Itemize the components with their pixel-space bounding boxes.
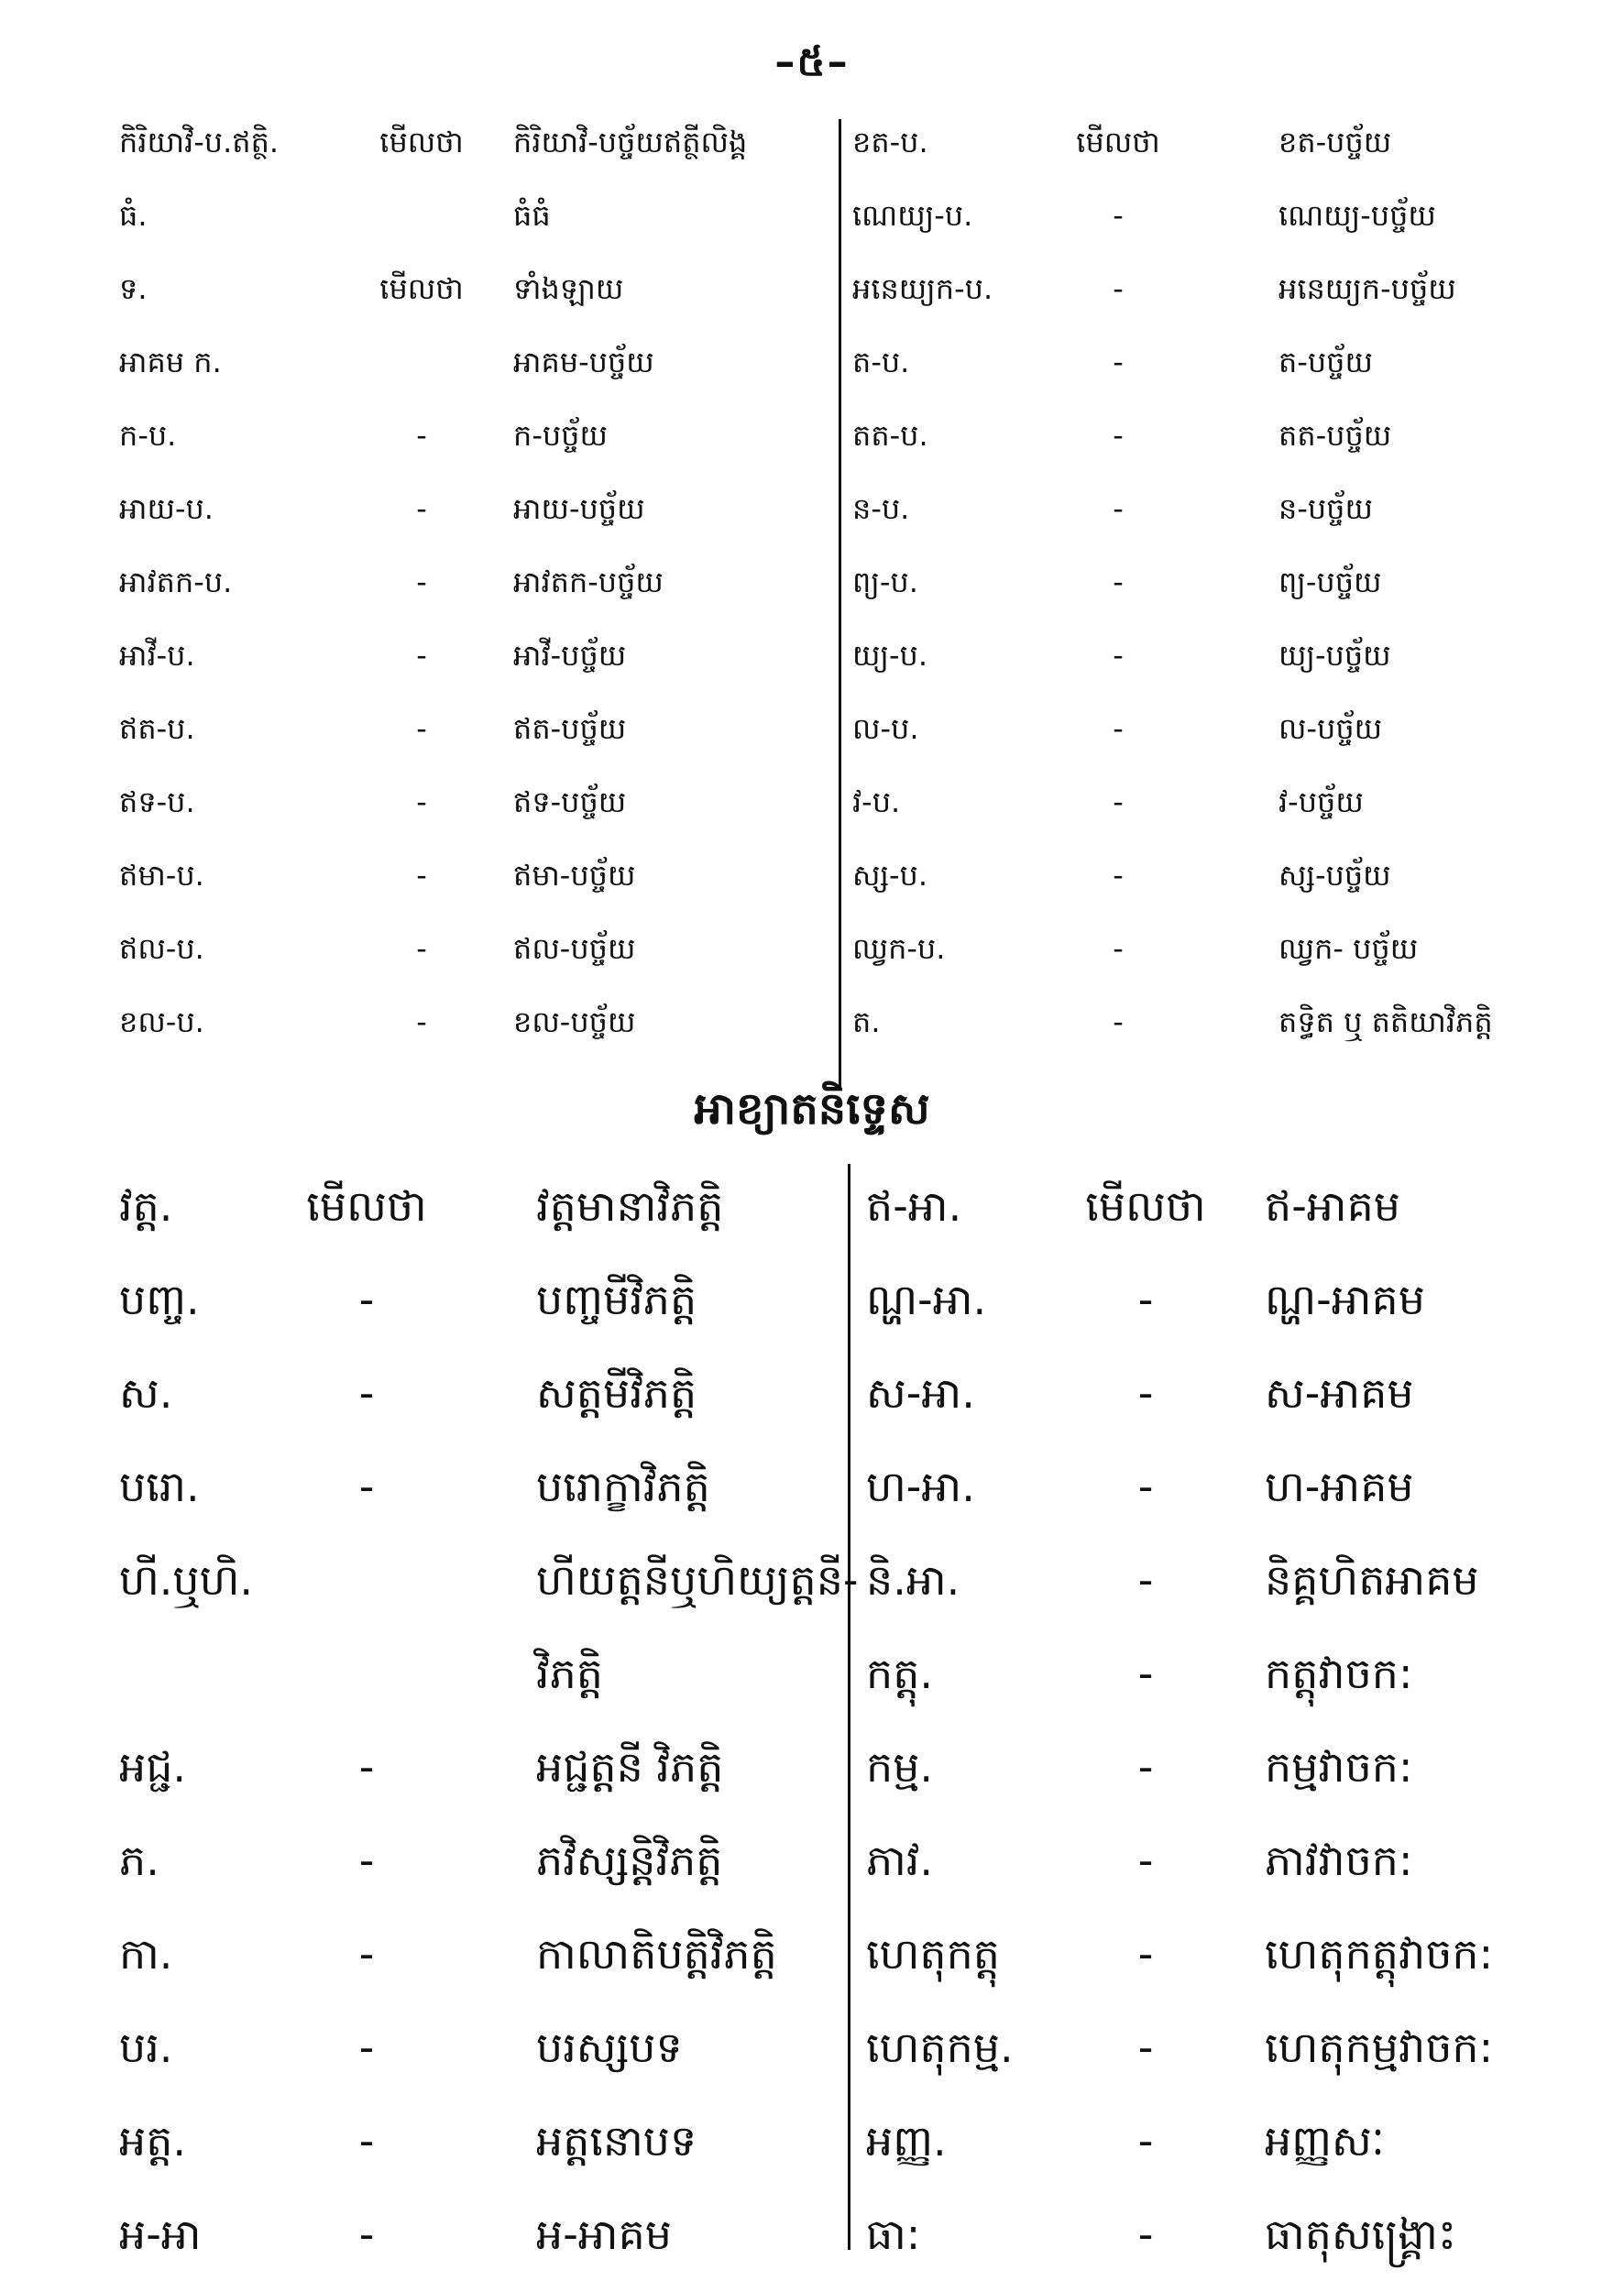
- left-full-term: អាវតក-បច្ច័យ: [513, 565, 664, 599]
- table-row: [0, 2001, 1624, 2094]
- right-see-marker: -: [1137, 1742, 1154, 1792]
- right-abbreviation: និ.អា.: [866, 1555, 960, 1605]
- right-see-marker: -: [1113, 271, 1124, 306]
- right-abbreviation: យ្យ-ប.: [852, 638, 928, 673]
- right-see-marker: មើលថា: [1076, 125, 1160, 159]
- left-abbreviation: បញ្ច.: [119, 1275, 200, 1324]
- right-full-term: កត្តុវាចក:: [1265, 1649, 1413, 1698]
- left-see-marker: -: [358, 2023, 375, 2072]
- right-abbreviation: ត.: [852, 1004, 881, 1039]
- table-row: [0, 399, 1624, 472]
- left-see-marker: -: [416, 858, 427, 893]
- left-abbreviation: អជ្ជ.: [119, 1742, 187, 1792]
- left-full-term: បរស្សបទ: [536, 2023, 683, 2072]
- table-row: [0, 105, 1624, 179]
- right-see-marker: -: [1137, 2116, 1154, 2166]
- right-full-term: វ-បច្ច័យ: [1278, 784, 1364, 819]
- table-row: [0, 912, 1624, 985]
- page-number: –៥–: [774, 38, 850, 85]
- left-abbreviation: អាយ-ប.: [119, 491, 214, 526]
- right-full-term: តទ្ធិត ឬ តតិយាវិភត្តិ: [1278, 1004, 1493, 1039]
- left-see-marker: -: [358, 1929, 375, 1979]
- table-row: [0, 179, 1624, 252]
- left-abbreviation: ខល-ប.: [119, 1004, 204, 1039]
- right-full-term: ខត-បច្ច័យ: [1278, 125, 1392, 159]
- right-full-term: កម្មវាចក:: [1265, 1742, 1413, 1792]
- left-abbreviation: បរោ.: [119, 1462, 200, 1511]
- left-full-term: អាវី-បច្ច័យ: [513, 638, 627, 673]
- right-abbreviation: ហេតុកត្តុ: [866, 1929, 1000, 1979]
- left-abbreviation: ធំ.: [119, 198, 148, 233]
- left-see-marker: -: [358, 1836, 375, 1885]
- table-row: [0, 1814, 1624, 1907]
- right-see-marker: -: [1137, 1929, 1154, 1979]
- right-abbreviation: ហេតុកម្ម.: [866, 2023, 1014, 2072]
- right-abbreviation: ន-ប.: [852, 491, 910, 526]
- right-full-term: ធាតុសង្គ្រោះ: [1265, 2210, 1457, 2259]
- left-full-term: ឥមា-បច្ច័យ: [513, 858, 636, 893]
- left-full-term: វិភត្តិ: [536, 1649, 603, 1698]
- right-see-marker: -: [1113, 1004, 1124, 1039]
- left-abbreviation: ឥមា-ប.: [119, 858, 204, 893]
- left-full-term: កាលាតិបត្តិវិភត្តិ: [536, 1929, 777, 1979]
- left-full-term: អាយ-បច្ច័យ: [513, 491, 645, 526]
- right-abbreviation: ស្ស-ប.: [852, 858, 928, 893]
- left-see-marker: -: [358, 2210, 375, 2259]
- left-full-term: អ-អាគម: [536, 2210, 672, 2259]
- left-see-marker: -: [358, 1368, 375, 1418]
- right-full-term: យ្យ-បច្ច័យ: [1278, 638, 1391, 673]
- table-row: [0, 472, 1624, 545]
- right-full-term: ហេតុកត្តុវាចក:: [1265, 1929, 1494, 1979]
- right-abbreviation: ស-អា.: [866, 1368, 975, 1418]
- right-see-marker: -: [1137, 1368, 1154, 1418]
- right-full-term: ល-បច្ច័យ: [1278, 711, 1383, 746]
- right-see-marker: -: [1113, 418, 1124, 453]
- right-see-marker: -: [1113, 638, 1124, 673]
- right-abbreviation: តត-ប.: [852, 418, 928, 453]
- right-see-marker: មើលថា: [1085, 1181, 1206, 1231]
- left-abbreviation: ហី.ឬហិ.: [119, 1555, 254, 1605]
- table-row: [0, 1907, 1624, 2001]
- right-full-term: ឥ-អាគម: [1265, 1181, 1400, 1231]
- left-see-marker: -: [416, 931, 427, 966]
- left-see-marker: មើលថា: [379, 125, 464, 159]
- right-abbreviation: ល-ប.: [852, 711, 919, 746]
- table-row: [0, 985, 1624, 1058]
- right-full-term: ត-បច្ច័យ: [1278, 345, 1373, 379]
- left-full-term: ភវិស្សន្តិវិភត្តិ: [536, 1836, 723, 1885]
- left-full-term: បរោក្ខាវិភត្តិ: [536, 1462, 710, 1511]
- right-see-marker: -: [1113, 858, 1124, 893]
- right-see-marker: -: [1137, 2023, 1154, 2072]
- right-abbreviation: ធា:: [866, 2210, 921, 2259]
- left-see-marker: -: [416, 711, 427, 746]
- table-row: [0, 325, 1624, 399]
- right-abbreviation: ណេយ្យ-ប.: [852, 198, 973, 233]
- right-full-term: ន-បច្ច័យ: [1278, 491, 1373, 526]
- left-abbreviation: កា.: [119, 1929, 173, 1979]
- right-see-marker: -: [1113, 491, 1124, 526]
- right-full-term: អនេយ្យក-បច្ច័យ: [1278, 271, 1456, 306]
- right-abbreviation: ឥ-អា.: [866, 1181, 962, 1231]
- right-abbreviation: ហ-អា.: [866, 1462, 975, 1511]
- left-see-marker: -: [358, 1742, 375, 1792]
- left-abbreviation: បរ.: [119, 2023, 173, 2072]
- right-full-term: ណេយ្យ-បច្ច័យ: [1278, 198, 1436, 233]
- right-abbreviation: ខត-ប.: [852, 125, 928, 159]
- left-full-term: អាគម-បច្ច័យ: [513, 345, 654, 379]
- abbreviation-table-bottom: [0, 1159, 1624, 2281]
- right-see-marker: -: [1137, 1836, 1154, 1885]
- right-full-term: ហ-អាគម: [1265, 1462, 1414, 1511]
- left-full-term: អត្តនោបទ: [536, 2116, 697, 2166]
- right-full-term: ភាវវាចក:: [1265, 1836, 1413, 1885]
- left-see-marker: -: [416, 784, 427, 819]
- right-full-term: ស-អាគម: [1265, 1368, 1414, 1418]
- left-see-marker: -: [416, 565, 427, 599]
- right-abbreviation: ឈ្វក-ប.: [852, 931, 946, 966]
- left-abbreviation: ទ.: [119, 271, 148, 306]
- left-abbreviation: អាគម ក.: [119, 345, 222, 379]
- left-abbreviation: ស.: [119, 1368, 173, 1418]
- table-row: [0, 2094, 1624, 2188]
- right-see-marker: -: [1113, 711, 1124, 746]
- right-abbreviation: អនេយ្យក-ប.: [852, 271, 993, 306]
- left-see-marker: -: [358, 1462, 375, 1511]
- left-abbreviation: ឥត-ប.: [119, 711, 195, 746]
- right-see-marker: -: [1137, 1275, 1154, 1324]
- right-see-marker: -: [1113, 784, 1124, 819]
- left-see-marker: -: [416, 1004, 427, 1039]
- right-full-term: ឈ្វក- បច្ច័យ: [1278, 931, 1419, 966]
- left-full-term: វត្តមានាវិភត្តិ: [536, 1181, 724, 1231]
- left-see-marker: មើលថា: [379, 271, 464, 306]
- right-see-marker: -: [1137, 1462, 1154, 1511]
- right-abbreviation: ព្យ-ប.: [852, 565, 918, 599]
- left-abbreviation: អត្ត.: [119, 2116, 187, 2166]
- left-abbreviation: អ-អា: [119, 2210, 202, 2259]
- left-abbreviation: វត្ត.: [119, 1181, 173, 1231]
- right-full-term: ស្ស-បច្ច័យ: [1278, 858, 1391, 893]
- left-abbreviation: អាវតក-ប.: [119, 565, 233, 599]
- table-row: [0, 619, 1624, 692]
- left-full-term: ធំធំ: [513, 198, 551, 233]
- left-see-marker: -: [416, 491, 427, 526]
- right-abbreviation: វ-ប.: [852, 784, 901, 819]
- left-abbreviation: កិរិយាវិ-ប.ឥត្ថិ.: [119, 125, 280, 159]
- table-row: [0, 1720, 1624, 1814]
- left-abbreviation: អាវី-ប.: [119, 638, 195, 673]
- table-row: [0, 1159, 1624, 1253]
- right-see-marker: -: [1113, 565, 1124, 599]
- left-abbreviation: ភ.: [119, 1836, 159, 1885]
- left-full-term: ហីយត្តនីឬហិយ្យត្តនី-: [536, 1555, 859, 1605]
- right-full-term: ព្យ-បច្ច័យ: [1278, 565, 1382, 599]
- left-see-marker: -: [416, 418, 427, 453]
- left-full-term: សត្តមីវិភត្តិ: [536, 1368, 697, 1418]
- right-see-marker: -: [1137, 2210, 1154, 2259]
- table-row: [0, 252, 1624, 325]
- left-full-term: ឥល-បច្ច័យ: [513, 931, 636, 966]
- table-row: [0, 1346, 1624, 1440]
- table-row: [0, 1533, 1624, 1627]
- right-full-term: ហេតុកម្មវាចក:: [1265, 2023, 1494, 2072]
- right-abbreviation: ត-ប.: [852, 345, 910, 379]
- left-full-term: ទាំងឡាយ: [513, 271, 624, 306]
- left-full-term: ឥទ-បច្ច័យ: [513, 784, 627, 819]
- left-full-term: ឥត-បច្ច័យ: [513, 711, 627, 746]
- left-full-term: ខល-បច្ច័យ: [513, 1004, 636, 1039]
- right-abbreviation: ណ្ហ-អា.: [866, 1275, 987, 1324]
- right-full-term: ណ្ហ-អាគម: [1265, 1275, 1425, 1324]
- right-abbreviation: កត្តុ.: [866, 1649, 934, 1698]
- right-see-marker: -: [1113, 345, 1124, 379]
- table-row: [0, 545, 1624, 619]
- left-see-marker: -: [358, 2116, 375, 2166]
- right-abbreviation: ភាវ.: [866, 1836, 934, 1885]
- table-row: [0, 765, 1624, 839]
- abbreviation-table-top: [0, 105, 1624, 1058]
- table-row: [0, 692, 1624, 765]
- left-full-term: អជ្ជត្តនី វិភត្តិ: [536, 1742, 724, 1792]
- left-see-marker: -: [416, 638, 427, 673]
- table-row: [0, 1253, 1624, 1346]
- left-see-marker: -: [358, 1275, 375, 1324]
- right-full-term: អញ្ញសៈ: [1265, 2116, 1385, 2166]
- right-see-marker: -: [1113, 198, 1124, 233]
- left-full-term: កិរិយាវិ-បច្ច័យឥត្ថីលិង្គ: [513, 125, 748, 159]
- right-see-marker: -: [1137, 1649, 1154, 1698]
- table-row: [0, 1627, 1624, 1720]
- table-row: [0, 839, 1624, 912]
- left-full-term: ក-បច្ច័យ: [513, 418, 608, 453]
- section-heading: អាខ្យាតនិទ្ទេស: [694, 1083, 930, 1135]
- right-full-term: និគ្គហិតអាគម: [1265, 1555, 1479, 1605]
- left-see-marker: មើលថា: [306, 1181, 427, 1231]
- right-see-marker: -: [1113, 931, 1124, 966]
- left-abbreviation: ឥទ-ប.: [119, 784, 195, 819]
- right-see-marker: -: [1137, 1555, 1154, 1605]
- left-abbreviation: ឥល-ប.: [119, 931, 204, 966]
- right-full-term: តត-បច្ច័យ: [1278, 418, 1392, 453]
- table-row: [0, 2188, 1624, 2281]
- right-abbreviation: អញ្ញ.: [866, 2116, 947, 2166]
- left-abbreviation: ក-ប.: [119, 418, 177, 453]
- right-abbreviation: កម្ម.: [866, 1742, 934, 1792]
- table-row: [0, 1440, 1624, 1533]
- left-full-term: បញ្ចមីវិភត្តិ: [536, 1275, 697, 1324]
